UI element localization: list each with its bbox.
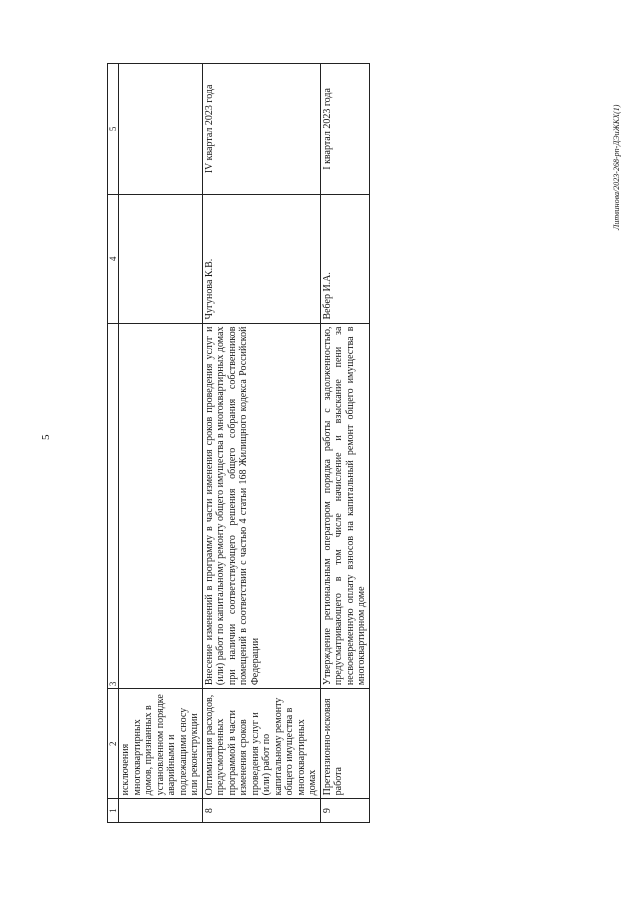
- row-number: 8: [202, 799, 320, 823]
- header-col-2: 2: [108, 689, 119, 799]
- measures-table: [107, 63, 370, 823]
- measure-description: Внесение изменений в программу в части изменения сроков проведения услуг и (или) работ по капитальному ремонту общего имущества в многоквартирных домах при наличии соответствующего решения общего собрания собственников помещений в соответствии с частью 4 статьи 168 Жилищного кодекса Российской Федерации: [202, 323, 320, 689]
- table-row: [320, 64, 369, 823]
- measure-description: Утверждение региональным оператором порядка работы с задолженностью, предусматривающего в том числе начисление и взыскание пени за несвоевременную оплату взносов на капитальный ремонт общего имущества в многоквартирном доме: [320, 323, 369, 689]
- measure-name: исключения многоквартирных домов, признанных в установленном порядке аварийными и подлежащими сносу или реконструкции: [119, 689, 203, 799]
- measure-name: Претензионно-исковая работа: [320, 689, 369, 799]
- page-number: 5: [40, 434, 52, 440]
- deadline: [119, 64, 203, 195]
- measure-name: Оптимизация расходов, предусмотренных программой в части изменения сроков проведения услуг и (или) работ по капитальному ремонту общего имущества в многоквартирных домах: [202, 689, 320, 799]
- header-col-1: 1: [108, 799, 119, 823]
- header-col-5: 5: [108, 64, 119, 195]
- measure-description: [119, 323, 203, 689]
- deadline: I квартал 2023 года: [320, 64, 369, 195]
- row-number: [119, 799, 203, 823]
- document-reference: Литвинова/2023-268-рп-ДЭиЖКХ(1): [612, 104, 621, 230]
- header-col-4: 4: [108, 194, 119, 323]
- table-header-row: [108, 64, 119, 823]
- table-row: [202, 64, 320, 823]
- row-number: 9: [320, 799, 369, 823]
- deadline: IV квартал 2023 года: [202, 64, 320, 195]
- table-row: [119, 64, 203, 823]
- header-col-3: 3: [108, 323, 119, 689]
- responsible-person: Вебер И.А.: [320, 194, 369, 323]
- responsible-person: [119, 194, 203, 323]
- responsible-person: Чугунова К.В.: [202, 194, 320, 323]
- measures-table-container: [107, 63, 368, 823]
